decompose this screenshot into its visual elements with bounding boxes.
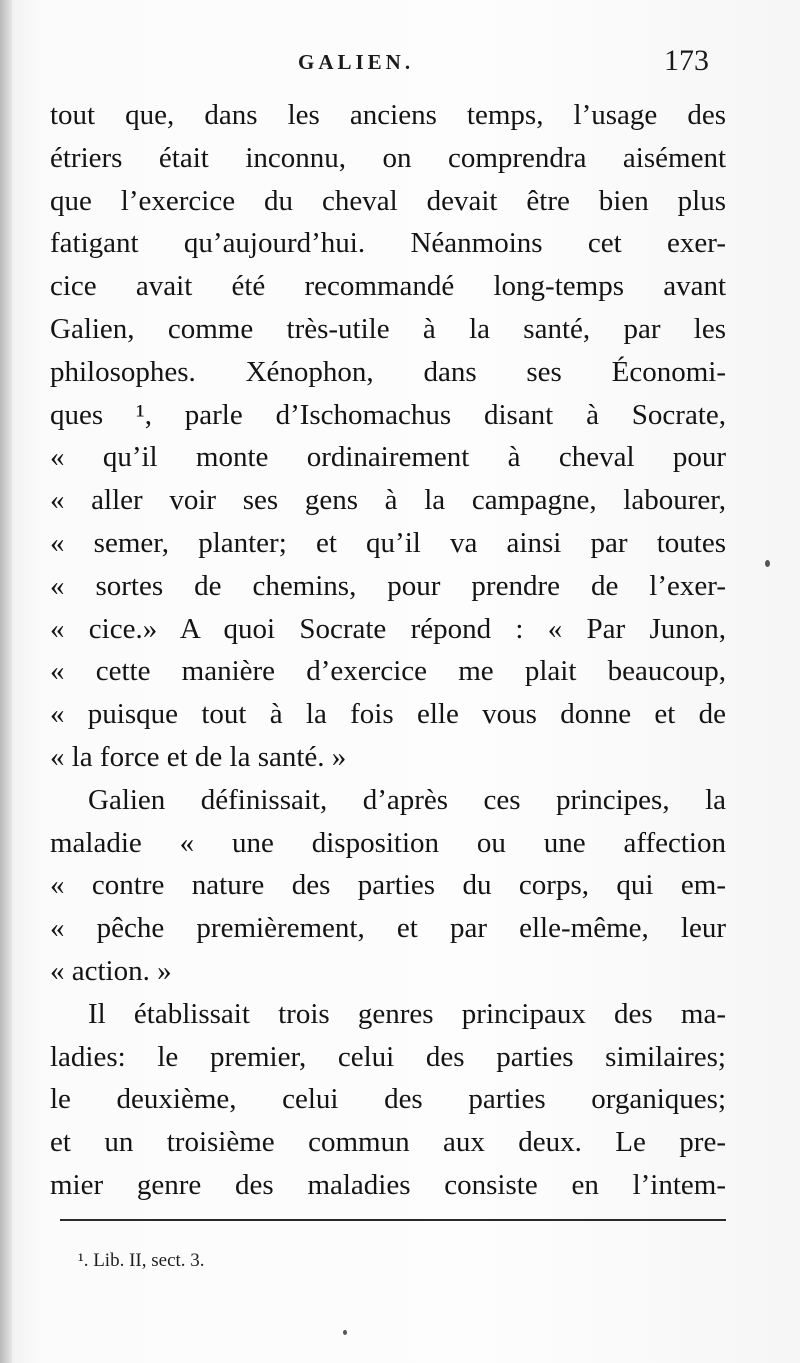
footnote: ¹. Lib. II, sect. 3. xyxy=(78,1250,205,1271)
text-line: ladies: le premier, celui des parties similaires; xyxy=(50,1040,726,1073)
text-line: « cice.» A quoi Socrate répond : « Par Junon, xyxy=(50,612,726,645)
text-line: philosophes. Xénophon, dans ses Économi- xyxy=(50,355,726,388)
text-line: mier genre des maladies consiste en l’intem- xyxy=(50,1168,726,1201)
text-line: étriers était inconnu, on comprendra aisément xyxy=(50,141,726,174)
body-text xyxy=(50,94,726,1207)
page-number: 173 xyxy=(664,44,709,77)
text-line: que l’exercice du cheval devait être bien plus xyxy=(50,184,726,217)
running-head: GALIEN. xyxy=(298,50,415,74)
text-line: Galien, comme très-utile à la santé, par les xyxy=(50,312,726,345)
text-line: cice avait été recommandé long-temps avant xyxy=(50,270,726,303)
text-line: « la force et de la santé. » xyxy=(50,740,347,773)
text-line: « pêche premièrement, et par elle-même, leur xyxy=(50,912,726,945)
page-binding-edge xyxy=(0,0,12,1363)
footnote-rule xyxy=(60,1219,726,1221)
text-line: « puisque tout à la fois elle vous donne et de xyxy=(50,698,726,731)
text-line: « action. » xyxy=(50,954,172,987)
text-line: ques ¹, parle d’Ischomachus disant à Socrate, xyxy=(50,398,726,431)
text-line: et un troisième commun aux deux. Le pre- xyxy=(50,1126,726,1159)
text-line: « contre nature des parties du corps, qui em- xyxy=(50,869,726,902)
page-header xyxy=(0,44,800,84)
text-line: Il établissait trois genres principaux des ma- xyxy=(88,997,726,1030)
text-line: fatigant qu’aujourd’hui. Néanmoins cet exer- xyxy=(50,227,726,260)
text-line: maladie « une disposition ou une affection xyxy=(50,826,726,859)
ink-speck xyxy=(343,1330,347,1335)
text-line: « aller voir ses gens à la campagne, labourer, xyxy=(50,484,726,517)
text-line: « sortes de chemins, pour prendre de l’exer- xyxy=(50,569,726,602)
ink-speck xyxy=(765,560,770,567)
text-line: « cette manière d’exercice me plait beaucoup, xyxy=(50,655,726,688)
text-line: le deuxième, celui des parties organiques; xyxy=(50,1083,726,1116)
text-line: « qu’il monte ordinairement à cheval pour xyxy=(50,441,726,474)
text-line: tout que, dans les anciens temps, l’usage des xyxy=(50,99,726,131)
text-line: Galien définissait, d’après ces principes, la xyxy=(88,783,726,816)
text-line: « semer, planter; et qu’il va ainsi par toutes xyxy=(50,526,726,559)
